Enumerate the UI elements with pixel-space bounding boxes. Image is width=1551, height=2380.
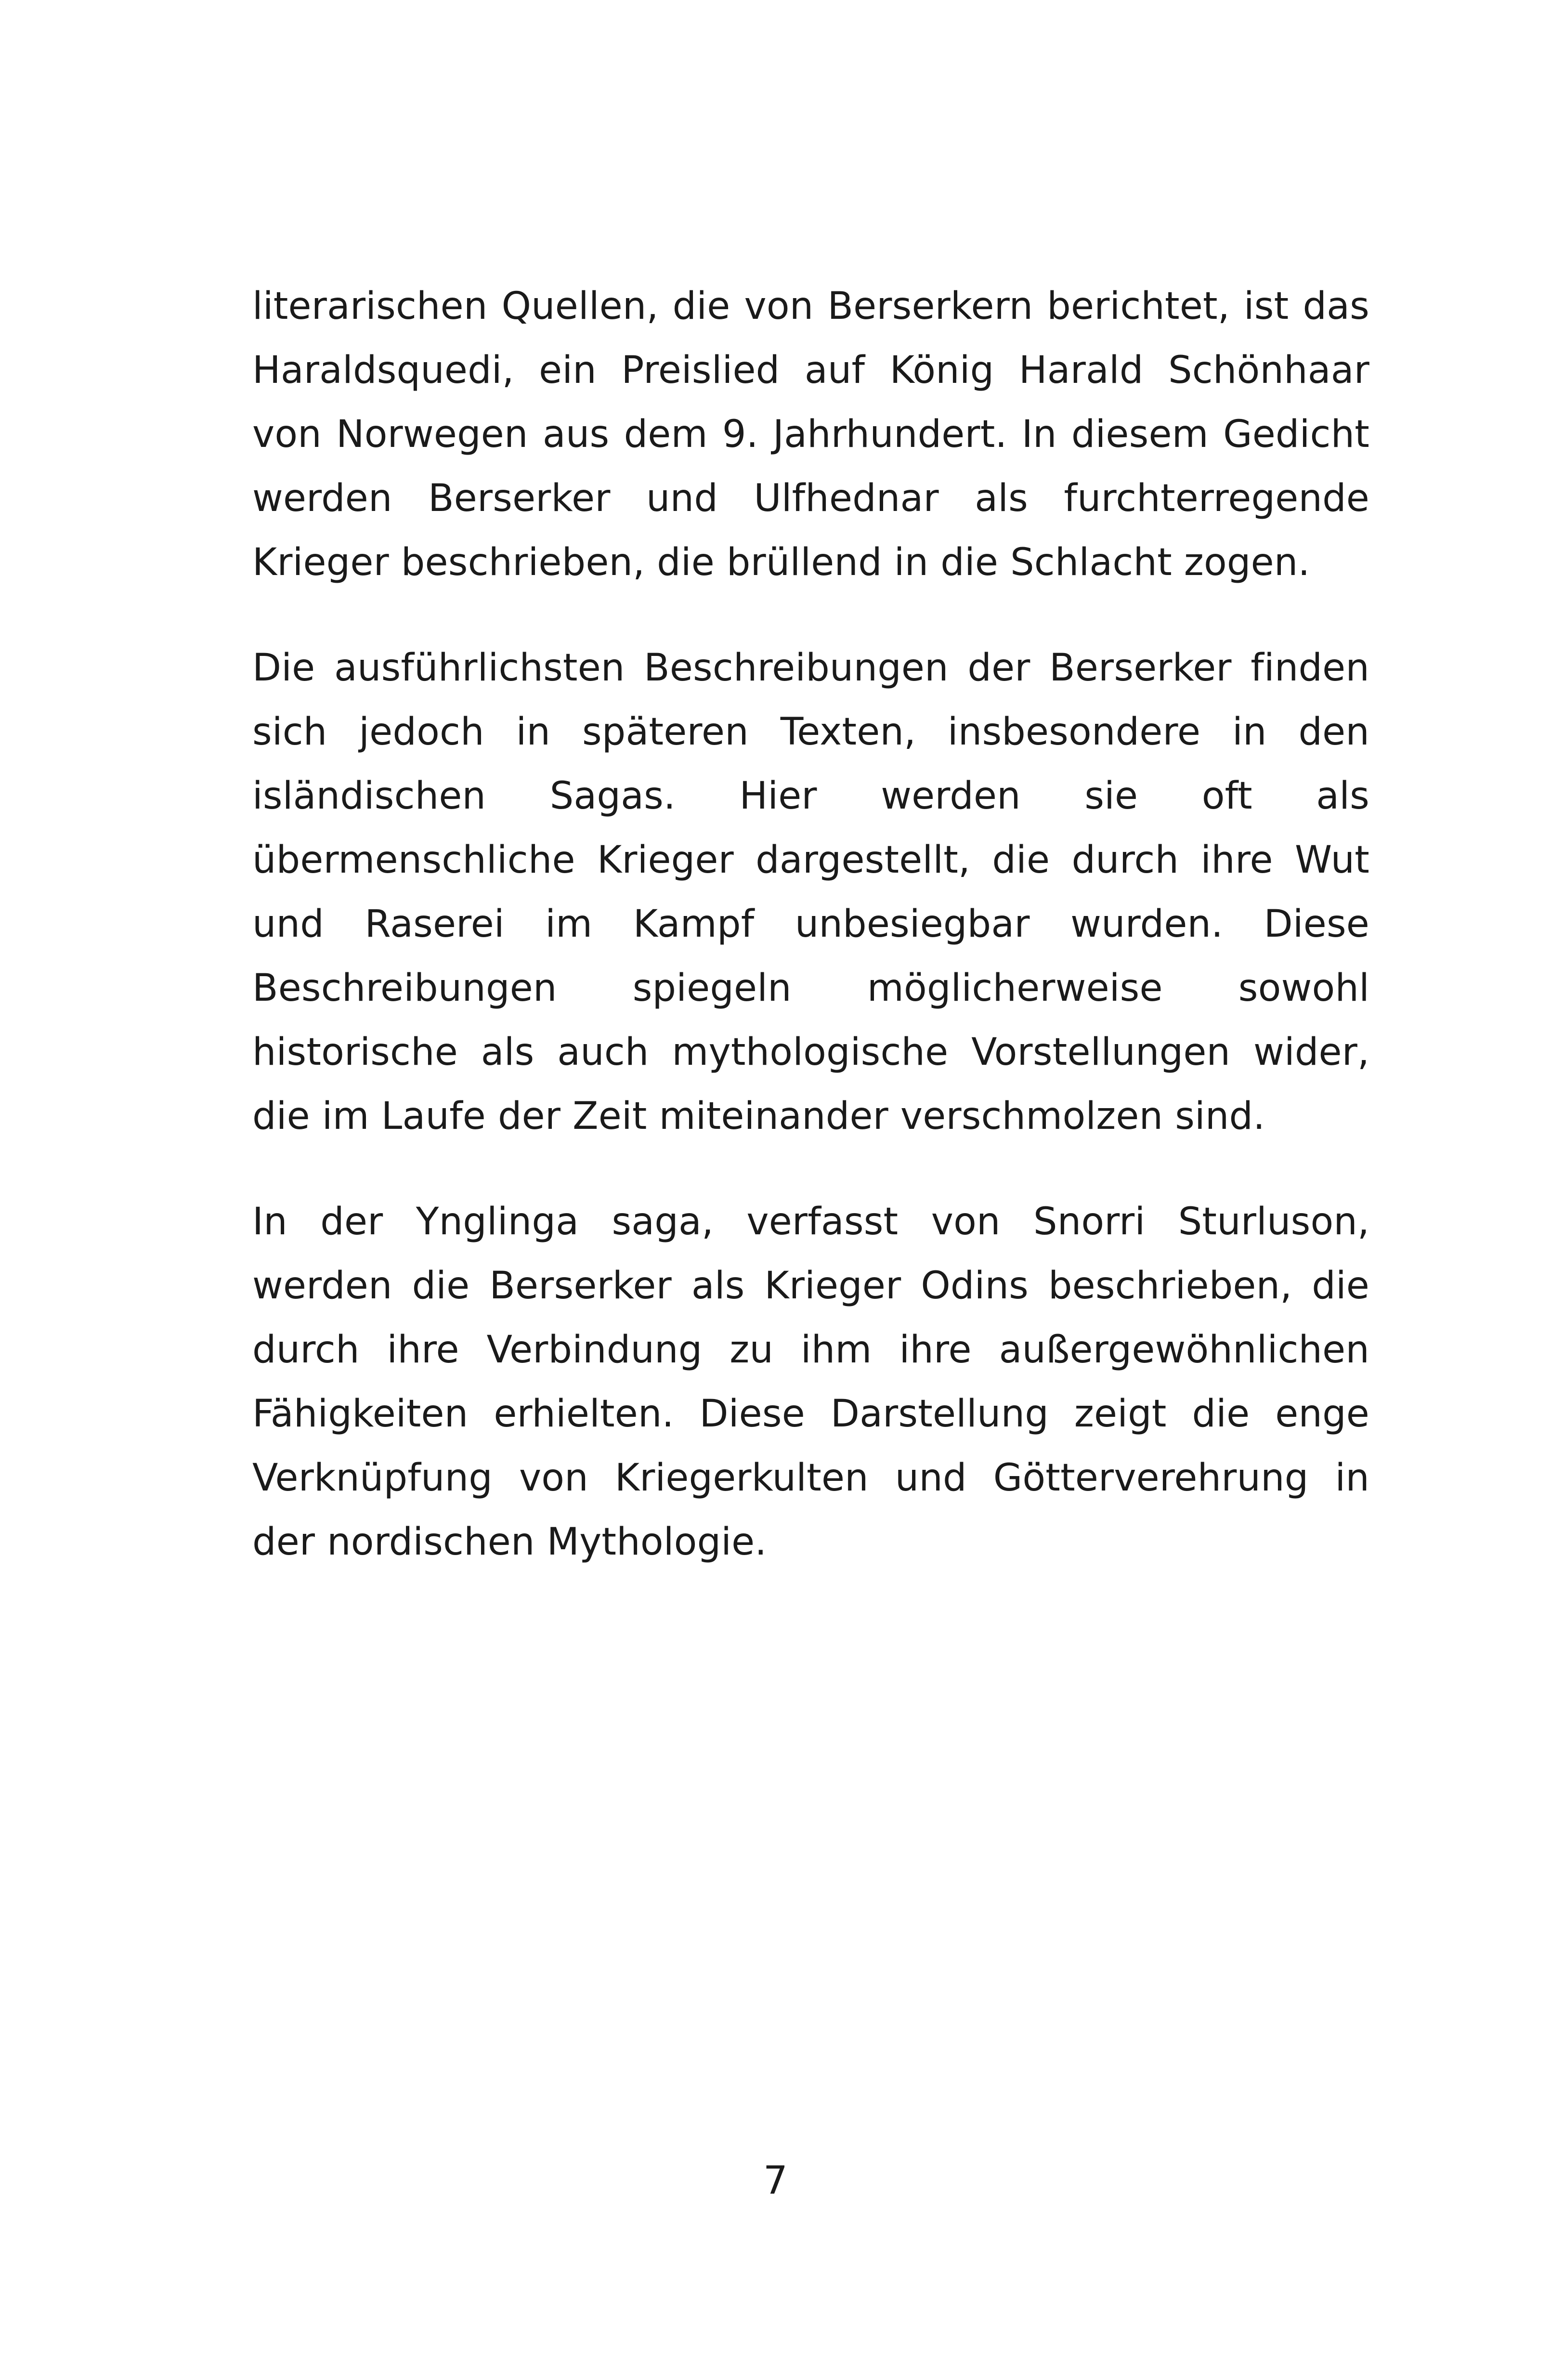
- paragraph-ynglinga-saga: In der Ynglinga saga, verfasst von Snorri Sturluson, werden die Berserker als Krieger Odins beschrieben, die durch ihre Verbindung zu ihm ihre außergewöhnlichen Fähigkeiten erhielten. Diese Darstellung zeigt die enge Verknüpfung von Kriegerkulten und Götterverehrung in der nordischen Mythologie.: [252, 1200, 1369, 1564]
- body-text: [252, 275, 1369, 1616]
- paragraph-berserker-sources: literarischen Quellen, die von Berserkern berichtet, ist das Haraldsquedi, ein Preislied auf König Harald Schönhaar von Norwegen aus dem 9. Jahrhundert. In diesem Gedicht werden Berserker und Ulfhednar als furchterregende Krieger beschrieben, die brüllend in die Schlacht zogen.: [252, 285, 1369, 584]
- paragraph-sagas-descriptions: Die ausführlichsten Beschreibungen der Berserker finden sich jedoch in späteren Texten, insbesondere in den isländischen Sagas. Hier werden sie oft als übermenschliche Krieger dargestellt, die durch ihre Wut und Raserei im Kampf unbesiegbar wurden. Diese Beschreibungen spiegeln möglicherweise sowohl historische als auch mythologische Vorstellungen wider, die im Laufe der Zeit miteinander verschmolzen sind.: [252, 646, 1369, 1138]
- page-number: 7: [763, 2158, 788, 2203]
